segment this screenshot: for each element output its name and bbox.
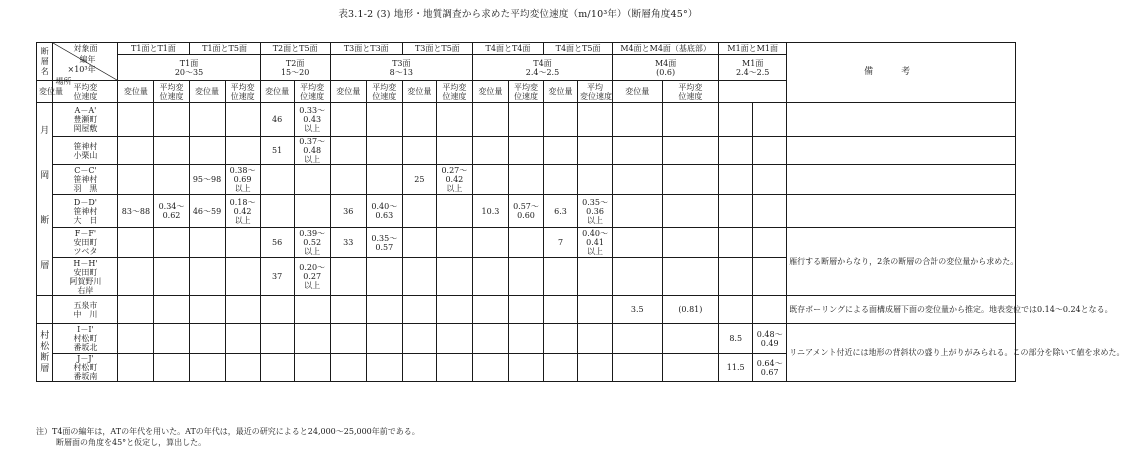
remarks-cell: 雁行する断層からなり，2条の断層の合計の変位量から求めた。 — [787, 228, 1016, 296]
displacement-cell: 3.5 — [613, 296, 662, 324]
displacement-header: 変位量 — [402, 81, 436, 103]
rate-cell — [753, 137, 787, 165]
displacement-cell — [189, 296, 225, 324]
pair-header: M4面とM4面（基底部） — [613, 43, 719, 55]
rate-cell — [225, 296, 260, 324]
table-caption: 表3.1-2 (3) 地形・地質調査から求めた平均変位速度（m/10³年）（断層角度45°） — [338, 9, 698, 20]
displacement-cell — [402, 324, 436, 354]
rate-cell: 0.39～ 0.52 以上 — [294, 228, 330, 258]
rate-cell — [578, 137, 613, 165]
displacement-cell: 46 — [260, 103, 294, 137]
surface-age-header: M4面 (0.6) — [613, 55, 719, 81]
rate-header: 平均変 位速度 — [508, 81, 543, 103]
remarks-cell — [787, 195, 1016, 228]
corner-age-label: 編年 — [79, 55, 96, 64]
displacement-cell — [118, 103, 154, 137]
rate-cell: 0.48～ 0.49 — [753, 324, 787, 354]
rate-cell — [366, 296, 402, 324]
rate-cell: 0.40～ 0.41 以上 — [578, 228, 613, 258]
pair-header: T4面とT4面 — [472, 43, 543, 55]
rate-cell — [753, 228, 787, 258]
rate-header: 平均変 位速度 — [154, 81, 189, 103]
rate-cell — [294, 324, 330, 354]
displacement-cell — [472, 296, 508, 324]
displacement-cell: 11.5 — [719, 354, 753, 382]
table-row — [37, 137, 1016, 165]
displacement-cell — [472, 324, 508, 354]
displacement-cell — [189, 354, 225, 382]
displacement-cell: 51 — [260, 137, 294, 165]
rate-cell: 0.64～ 0.67 — [753, 354, 787, 382]
displacement-cell — [472, 103, 508, 137]
displacement-cell — [544, 324, 578, 354]
remarks-cell — [787, 165, 1016, 195]
displacement-cell — [544, 258, 578, 296]
displacement-cell — [544, 137, 578, 165]
rate-cell — [225, 228, 260, 258]
rate-cell — [508, 324, 543, 354]
rate-header: 平均 変位速度 — [578, 81, 613, 103]
displacement-cell — [719, 165, 753, 195]
rate-cell — [753, 195, 787, 228]
table-row — [37, 195, 1016, 228]
rate-cell — [753, 296, 787, 324]
rate-cell — [508, 258, 543, 296]
displacement-cell — [118, 228, 154, 258]
rate-cell — [753, 103, 787, 137]
rate-cell — [508, 228, 543, 258]
displacement-cell: 36 — [330, 195, 366, 228]
displacement-cell — [613, 258, 662, 296]
rate-cell — [662, 137, 719, 165]
fault-name-header: 断 層 名 — [37, 43, 53, 81]
table-notes — [36, 426, 420, 448]
displacement-cell — [260, 354, 294, 382]
note-line: 注）T4面の編年は，ATの年代を用いた。ATの年代は，最近の研究によると24,000～25,000年前である。 — [36, 427, 420, 436]
displacement-cell — [118, 165, 154, 195]
displacement-cell — [189, 324, 225, 354]
rate-cell — [294, 354, 330, 382]
location-cell: A－A' 豊瀬町 岡屋敷 — [53, 103, 118, 137]
location-cell: D－D' 笹神村 大 日 — [53, 195, 118, 228]
displacement-cell: 8.5 — [719, 324, 753, 354]
displacement-cell — [330, 258, 366, 296]
displacement-cell: 6.3 — [544, 195, 578, 228]
location-cell: H－H' 安田町 阿賀野川 右岸 — [53, 258, 118, 296]
rate-cell — [294, 296, 330, 324]
displacement-cell — [472, 354, 508, 382]
remarks-cell: リニアメント付近には地形の背斜状の盛り上がりがみられる。この部分を除いて値を求めた。 — [787, 324, 1016, 382]
displacement-cell — [544, 354, 578, 382]
rate-cell — [753, 258, 787, 296]
displacement-cell — [189, 228, 225, 258]
displacement-header: 変位量 — [260, 81, 294, 103]
rate-cell — [294, 195, 330, 228]
rate-header: 平均変 位速度 — [436, 81, 472, 103]
rate-cell — [436, 258, 472, 296]
rate-cell — [662, 165, 719, 195]
displacement-cell — [330, 324, 366, 354]
rate-cell — [225, 137, 260, 165]
rate-cell: 0.37～ 0.48 以上 — [294, 137, 330, 165]
pair-header: T1面とT1面 — [118, 43, 189, 55]
rate-cell — [225, 324, 260, 354]
rate-cell — [753, 165, 787, 195]
displacement-cell — [330, 137, 366, 165]
displacement-cell: 25 — [402, 165, 436, 195]
rate-cell — [366, 258, 402, 296]
location-cell: C－C' 笹神村 羽 黒 — [53, 165, 118, 195]
rate-cell — [508, 137, 543, 165]
rate-cell — [436, 195, 472, 228]
remarks-header: 備考 — [787, 43, 1016, 103]
location-cell: I－I' 村松町 番坂北 — [53, 324, 118, 354]
rate-cell — [578, 354, 613, 382]
displacement-cell: 56 — [260, 228, 294, 258]
displacement-cell — [472, 228, 508, 258]
rate-cell — [436, 103, 472, 137]
pair-header: M1面とM1面 — [719, 43, 787, 55]
rate-cell — [154, 103, 189, 137]
rate-header: 平均変 位速度 — [662, 81, 719, 103]
displacement-cell — [330, 165, 366, 195]
rate-header: 平均変 位速度 — [366, 81, 402, 103]
displacement-cell — [613, 354, 662, 382]
displacement-cell — [402, 137, 436, 165]
location-cell: 笹神村 小栗山 — [53, 137, 118, 165]
location-cell: F－F' 安田町 ツベタ — [53, 228, 118, 258]
surface-age-header: M1面 2.4～2.5 — [719, 55, 787, 81]
displacement-cell — [402, 103, 436, 137]
rate-cell — [662, 103, 719, 137]
displacement-cell — [719, 296, 753, 324]
displacement-cell — [613, 228, 662, 258]
pair-header: T2面とT5面 — [260, 43, 330, 55]
displacement-cell — [472, 165, 508, 195]
displacement-header: 変位量 — [118, 81, 154, 103]
rate-cell — [366, 324, 402, 354]
pair-header: T4面とT5面 — [544, 43, 613, 55]
displacement-cell — [472, 137, 508, 165]
displacement-header: 変位量 — [472, 81, 508, 103]
rate-cell — [508, 354, 543, 382]
displacement-header: 変位量 — [37, 81, 53, 103]
pair-header: T3面とT5面 — [402, 43, 472, 55]
rate-cell — [366, 165, 402, 195]
displacement-cell — [719, 103, 753, 137]
rate-cell — [578, 258, 613, 296]
displacement-cell — [544, 165, 578, 195]
displacement-cell — [402, 195, 436, 228]
rate-cell: 0.20～ 0.27 以上 — [294, 258, 330, 296]
displacement-cell — [189, 137, 225, 165]
rate-cell: 0.57～ 0.60 — [508, 195, 543, 228]
rate-cell: 0.38～ 0.69 以上 — [225, 165, 260, 195]
displacement-cell — [719, 258, 753, 296]
table-row — [37, 165, 1016, 195]
remarks-cell: 既存ボーリングによる面構成層下面の変位量から推定。地表変位では0.14～0.24となる。 — [787, 296, 1016, 324]
surface-age-header: T2面 15～20 — [260, 55, 330, 81]
rate-cell — [154, 258, 189, 296]
pair-header: T3面とT3面 — [330, 43, 402, 55]
rate-cell — [366, 137, 402, 165]
displacement-cell — [613, 165, 662, 195]
displacement-cell — [330, 103, 366, 137]
rate-cell — [508, 296, 543, 324]
corner-diagonal-header — [53, 43, 118, 86]
displacement-cell — [118, 324, 154, 354]
rate-cell — [662, 228, 719, 258]
displacement-cell — [613, 137, 662, 165]
displacement-cell — [544, 296, 578, 324]
rate-cell: 0.34～ 0.62 — [154, 195, 189, 228]
displacement-cell — [118, 137, 154, 165]
displacement-cell — [260, 324, 294, 354]
displacement-cell — [472, 258, 508, 296]
rate-cell — [294, 165, 330, 195]
rate-cell — [662, 195, 719, 228]
rate-cell — [508, 103, 543, 137]
note-line: 断層面の角度を45°と仮定し，算出した。 — [56, 438, 207, 447]
displacement-cell — [260, 165, 294, 195]
displacement-cell — [544, 103, 578, 137]
rate-cell — [436, 324, 472, 354]
displacement-cell — [402, 258, 436, 296]
displacement-header: 変位量 — [613, 81, 662, 103]
rate-header: 平均変 位速度 — [225, 81, 260, 103]
table-row — [37, 296, 1016, 324]
displacement-cell: 7 — [544, 228, 578, 258]
rate-cell — [366, 103, 402, 137]
rate-cell: 0.18～ 0.42 以上 — [225, 195, 260, 228]
rate-cell — [508, 165, 543, 195]
displacement-cell: 46～59 — [189, 195, 225, 228]
displacement-cell — [189, 258, 225, 296]
rate-cell — [578, 296, 613, 324]
rate-cell: 0.40～ 0.63 — [366, 195, 402, 228]
displacement-header: 変位量 — [189, 81, 225, 103]
displacement-cell — [719, 195, 753, 228]
displacement-cell: 95～98 — [189, 165, 225, 195]
displacement-header: 変位量 — [330, 81, 366, 103]
rate-cell: 0.33～ 0.43 以上 — [294, 103, 330, 137]
displacement-cell — [719, 228, 753, 258]
displacement-cell — [118, 354, 154, 382]
fault-group-muramatsu: 村 松 断 層 — [37, 324, 53, 382]
displacement-cell — [719, 137, 753, 165]
rate-cell: 0.35～ 0.57 — [366, 228, 402, 258]
pair-header: T1面とT5面 — [189, 43, 260, 55]
rate-cell — [154, 296, 189, 324]
table-row — [37, 228, 1016, 258]
rate-cell — [436, 296, 472, 324]
displacement-cell — [613, 324, 662, 354]
surface-age-header: T4面 2.4～2.5 — [472, 55, 612, 81]
rate-cell — [436, 228, 472, 258]
remarks-cell — [787, 137, 1016, 165]
rate-header: 平均変 位速度 — [53, 81, 118, 103]
rate-header: 平均変 位速度 — [294, 81, 330, 103]
displacement-rate-table — [36, 42, 1125, 382]
rate-cell — [366, 354, 402, 382]
displacement-cell: 37 — [260, 258, 294, 296]
rate-cell: (0.81) — [662, 296, 719, 324]
fault-group-gekko: 月 岡 断 層 — [37, 103, 53, 296]
rate-cell — [578, 103, 613, 137]
displacement-header: 変位量 — [544, 81, 578, 103]
displacement-cell — [330, 354, 366, 382]
rate-cell — [154, 137, 189, 165]
rate-cell — [662, 258, 719, 296]
location-cell: 五泉市 中 川 — [53, 296, 118, 324]
remarks-cell — [787, 103, 1016, 137]
rate-cell — [154, 228, 189, 258]
rate-cell: 0.35～ 0.36 以上 — [578, 195, 613, 228]
rate-cell — [225, 103, 260, 137]
table-row — [37, 324, 1016, 354]
rate-cell — [225, 354, 260, 382]
surface-age-header: T3面 8～13 — [330, 55, 472, 81]
displacement-cell — [402, 228, 436, 258]
displacement-cell — [118, 258, 154, 296]
displacement-cell — [189, 103, 225, 137]
displacement-cell — [402, 296, 436, 324]
corner-surface-label: 対象面 — [73, 44, 98, 53]
rate-cell — [662, 354, 719, 382]
displacement-cell — [402, 354, 436, 382]
displacement-cell — [330, 296, 366, 324]
rate-cell — [662, 324, 719, 354]
rate-cell — [436, 137, 472, 165]
rate-cell — [154, 354, 189, 382]
corner-unit-label: ×10³年 — [67, 65, 96, 74]
rate-cell: 0.27～ 0.42 以上 — [436, 165, 472, 195]
displacement-cell: 83～88 — [118, 195, 154, 228]
displacement-cell — [260, 195, 294, 228]
rate-cell — [578, 165, 613, 195]
rate-cell — [225, 258, 260, 296]
rate-cell — [154, 165, 189, 195]
rate-cell — [436, 354, 472, 382]
rate-cell — [154, 324, 189, 354]
displacement-cell — [260, 296, 294, 324]
table-row — [37, 103, 1016, 137]
displacement-cell: 10.3 — [472, 195, 508, 228]
location-cell: J－J' 村松町 番坂南 — [53, 354, 118, 382]
displacement-cell — [613, 195, 662, 228]
rate-cell — [578, 324, 613, 354]
fault-group-blank — [37, 296, 53, 324]
displacement-cell — [613, 103, 662, 137]
corner-place-label: 場所 — [55, 77, 72, 86]
displacement-cell — [118, 296, 154, 324]
surface-age-header: T1面 20～35 — [118, 55, 260, 81]
displacement-cell: 33 — [330, 228, 366, 258]
